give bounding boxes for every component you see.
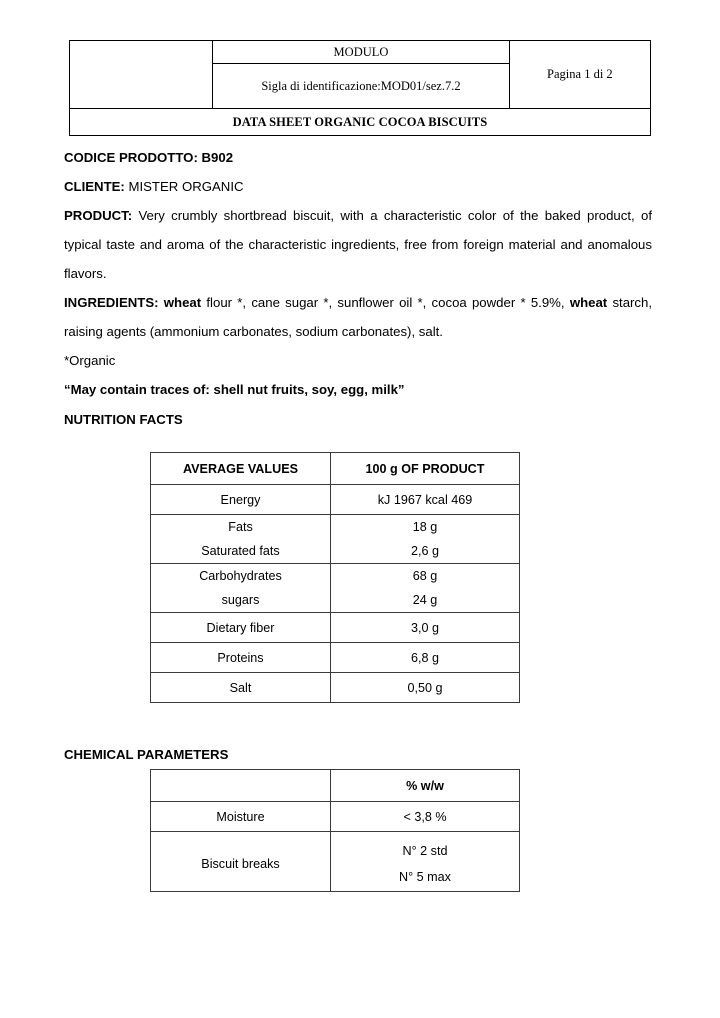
nutrition-label-salt: Salt — [151, 673, 331, 703]
nutrition-label-sugars: sugars — [221, 593, 260, 607]
header-sigla-cell: Sigla di identificazione:MOD01/sez.7.2 — [213, 64, 510, 109]
chemical-parameters-table — [150, 769, 520, 892]
product-label: PRODUCT: — [64, 208, 133, 223]
ingredients-allergen-wheat-1: wheat — [163, 295, 202, 310]
ingredients-text-1: flour *, cane sugar *, sunflower oil *, cocoa powder * 5.9%, — [206, 295, 565, 310]
nutrition-value-fats: 18 g — [412, 520, 438, 534]
table-row — [151, 485, 520, 515]
cliente-line — [64, 172, 652, 201]
chemical-label-biscuit-breaks-text: Biscuit breaks — [201, 857, 280, 871]
table-header-row — [151, 770, 520, 802]
nutrition-label-carbs-group — [151, 564, 331, 613]
nutrition-value-carbohydrates: 68 g — [412, 569, 438, 583]
nutrition-label-proteins: Proteins — [151, 643, 331, 673]
traces-note: “May contain traces of: shell nut fruits, soy, egg, milk” — [64, 382, 405, 397]
nutrition-label-energy: Energy — [151, 485, 331, 515]
chemical-parameters-heading: CHEMICAL PARAMETERS — [64, 747, 229, 762]
nutrition-label-saturated-fats: Saturated fats — [201, 544, 280, 558]
header-page-number-cell: Pagina 1 di 2 — [509, 41, 650, 109]
document-body — [64, 143, 652, 404]
document-header-table — [69, 40, 651, 136]
nutrition-value-proteins: 6,8 g — [331, 643, 520, 673]
nutrition-col-header-1: 100 g OF PRODUCT — [331, 453, 520, 485]
chemical-value-biscuit-breaks — [331, 832, 520, 892]
table-row — [151, 673, 520, 703]
nutrition-value-dietary-fiber: 3,0 g — [331, 613, 520, 643]
codice-prodotto-line — [64, 143, 652, 172]
chemical-value-moisture: < 3,8 % — [331, 802, 520, 832]
chemical-col-header-1: % w/w — [331, 770, 520, 802]
nutrition-value-sugars: 24 g — [412, 593, 438, 607]
nutrition-facts-heading: NUTRITION FACTS — [64, 412, 183, 427]
table-row — [151, 832, 520, 892]
chemical-value-biscuit-breaks-max: N° 5 max — [399, 870, 451, 884]
nutrition-label-carbohydrates: Carbohydrates — [199, 569, 282, 583]
chemical-label-biscuit-breaks — [151, 832, 331, 892]
nutrition-col-header-0: AVERAGE VALUES — [151, 453, 331, 485]
nutrition-value-carbs-group — [331, 564, 520, 613]
chemical-value-biscuit-breaks-std: N° 2 std — [402, 844, 448, 858]
header-modulo-cell: MODULO — [213, 41, 510, 64]
ingredients-allergen-wheat-2: wheat — [569, 295, 608, 310]
nutrition-facts-table — [150, 452, 520, 703]
table-row — [151, 515, 520, 564]
codice-prodotto-value: B902 — [201, 150, 234, 165]
chemical-label-moisture: Moisture — [151, 802, 331, 832]
nutrition-value-fats-group — [331, 515, 520, 564]
nutrition-label-dietary-fiber: Dietary fiber — [151, 613, 331, 643]
chemical-col-header-0 — [151, 770, 331, 802]
header-row-modulo — [70, 41, 651, 64]
nutrition-label-fats-group — [151, 515, 331, 564]
table-row — [151, 564, 520, 613]
table-row — [151, 613, 520, 643]
organic-note: *Organic — [64, 353, 116, 368]
ingredients-paragraph — [64, 288, 652, 346]
header-logo-cell — [70, 41, 213, 109]
product-description: Very crumbly shortbread biscuit, with a characteristic color of the baked product, of typical taste and aroma of the characteristic ingredients, free from foreign material and anomalous flavors. — [64, 208, 652, 281]
ingredients-label: INGREDIENTS: — [64, 295, 159, 310]
table-row — [151, 643, 520, 673]
header-row-title — [70, 109, 651, 136]
document-title: DATA SHEET ORGANIC COCOA BISCUITS — [70, 109, 651, 136]
nutrition-value-saturated-fats: 2,6 g — [410, 544, 439, 558]
nutrition-value-energy: kJ 1967 kcal 469 — [331, 485, 520, 515]
nutrition-label-fats: Fats — [228, 520, 253, 534]
cliente-label: CLIENTE: — [64, 179, 125, 194]
table-row — [151, 802, 520, 832]
codice-prodotto-label: CODICE PRODOTTO: — [64, 150, 198, 165]
product-paragraph — [64, 201, 652, 288]
ingredients-text-2: starch, raising agents (ammonium carbonates, sodium carbonates), salt. — [64, 295, 653, 339]
table-header-row — [151, 453, 520, 485]
cliente-value: MISTER ORGANIC — [128, 179, 244, 194]
nutrition-value-salt: 0,50 g — [331, 673, 520, 703]
